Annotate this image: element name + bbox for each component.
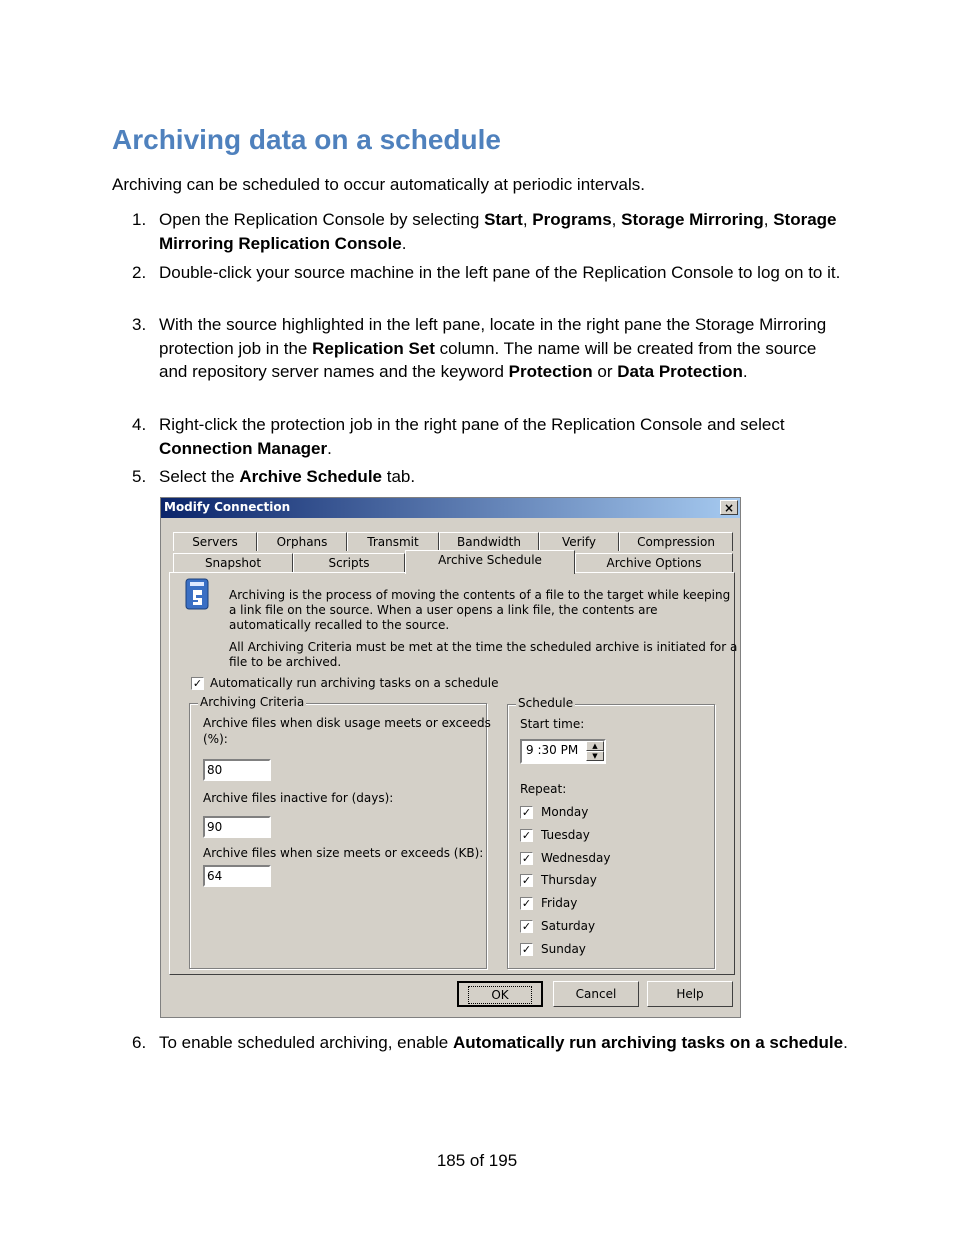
step-text-run: , bbox=[522, 210, 533, 229]
step-bold-term: Data Protection bbox=[617, 362, 743, 381]
step-bold-term: Connection Manager bbox=[159, 438, 328, 458]
tuesday-label: Tuesday bbox=[541, 828, 590, 842]
step-text-run: column. The name will be created from the source and repository server names and the keyword bbox=[159, 338, 817, 381]
friday-checkbox[interactable]: ✓ bbox=[521, 897, 532, 910]
step-bold-term: Storage Mirroring Replication Console bbox=[159, 210, 837, 253]
tab-servers[interactable]: Servers bbox=[173, 532, 257, 551]
saturday-label: Saturday bbox=[541, 919, 596, 933]
step-text-run: tab. bbox=[382, 467, 416, 486]
step-text-run: Double-click your source machine in the left pane of the Replication Console to log on to it. bbox=[159, 263, 841, 282]
info-text-2: All Archiving Criteria must be met at the time the scheduled archive is initiated for a file to be archived. bbox=[229, 640, 738, 669]
step-text-run: . bbox=[327, 438, 332, 458]
step-bold-term: Replication Set bbox=[312, 338, 435, 358]
step-text-run: . bbox=[401, 233, 407, 253]
page-number: 185 of 195 bbox=[436, 1151, 518, 1170]
thursday-label: Thursday bbox=[541, 873, 597, 887]
step-bold-term: Start bbox=[484, 210, 523, 229]
tuesday-checkbox[interactable]: ✓ bbox=[521, 829, 532, 842]
step-text bbox=[159, 465, 849, 489]
friday-label: Friday bbox=[541, 896, 578, 910]
start-time-label: Start time: bbox=[520, 717, 585, 731]
tab-orphans[interactable]: Orphans bbox=[257, 532, 347, 551]
close-button[interactable]: × bbox=[720, 500, 738, 515]
disk-usage-label: Archive files when disk usage meets or exceeds bbox=[203, 716, 491, 730]
tab-bandwidth[interactable]: Bandwidth bbox=[439, 532, 539, 551]
thursday-checkbox[interactable]: ✓ bbox=[521, 874, 532, 887]
monday-label: Monday bbox=[541, 805, 589, 819]
cancel-button[interactable]: Cancel bbox=[553, 981, 639, 1007]
spin-down-icon[interactable]: ▼ bbox=[586, 751, 604, 761]
tab-compression[interactable]: Compression bbox=[619, 532, 733, 551]
auto-run-label: Automatically run archiving tasks on a schedule bbox=[210, 676, 499, 690]
tab-transmit[interactable]: Transmit bbox=[347, 532, 439, 551]
page-heading: Archiving data on a schedule bbox=[112, 124, 501, 155]
start-time-value: 9 :30 PM bbox=[526, 743, 579, 757]
ok-button[interactable]: OK bbox=[457, 981, 543, 1007]
repeat-label: Repeat: bbox=[520, 782, 567, 796]
file-size-input[interactable]: 64 bbox=[203, 865, 271, 887]
tab-archive-options[interactable]: Archive Options bbox=[575, 553, 733, 572]
step-text bbox=[159, 413, 849, 460]
saturday-checkbox[interactable]: ✓ bbox=[521, 920, 532, 933]
tab-scripts[interactable]: Scripts bbox=[293, 553, 405, 572]
step-text-run: Select the bbox=[159, 467, 240, 486]
tab-archive-schedule[interactable]: Archive Schedule bbox=[405, 550, 575, 574]
step-bold-term: Protection bbox=[508, 362, 593, 381]
step-text-run: Right-click the protection job in the right pane of the Replication Console and select bbox=[159, 415, 785, 434]
help-button[interactable]: Help bbox=[647, 981, 733, 1007]
step-bold-term: Automatically run archiving tasks on a schedule bbox=[452, 1033, 844, 1052]
disk-usage-unit: (%): bbox=[203, 732, 228, 746]
step-bold-term: Archive Schedule bbox=[239, 467, 382, 486]
step-text bbox=[159, 313, 849, 384]
tab-snapshot[interactable]: Snapshot bbox=[173, 553, 293, 572]
step-text bbox=[159, 208, 849, 255]
modify-connection-dialog bbox=[160, 497, 741, 1018]
sunday-checkbox[interactable]: ✓ bbox=[521, 943, 532, 956]
step-bold-term: Programs bbox=[532, 210, 612, 229]
step-text-run: With the source highlighted in the left pane, locate in the right pane the Storage Mirroring protection job in the bbox=[159, 315, 827, 358]
step-text-run: Open the Replication Console by selecting bbox=[159, 210, 485, 229]
sunday-label: Sunday bbox=[541, 942, 586, 956]
start-time-spinner[interactable] bbox=[520, 739, 606, 764]
monday-checkbox[interactable]: ✓ bbox=[521, 806, 532, 819]
step-bold-term: Storage Mirroring bbox=[621, 210, 764, 229]
inactive-days-input[interactable]: 90 bbox=[203, 816, 271, 838]
step-text bbox=[159, 1031, 849, 1055]
auto-run-checkbox[interactable]: ✓ bbox=[192, 677, 203, 690]
disk-usage-input[interactable]: 80 bbox=[203, 759, 271, 781]
step-text-run: , bbox=[611, 210, 622, 229]
info-icon bbox=[185, 578, 211, 612]
step-text bbox=[159, 261, 849, 285]
file-size-label: Archive files when size meets or exceeds (KB): bbox=[203, 846, 484, 860]
wednesday-checkbox[interactable]: ✓ bbox=[521, 852, 532, 865]
intro-paragraph: Archiving can be scheduled to occur automatically at periodic intervals. bbox=[112, 175, 645, 194]
step-text-run: . bbox=[843, 1033, 848, 1052]
archiving-criteria-title: Archiving Criteria bbox=[200, 695, 305, 709]
info-text-1: Archiving is the process of moving the contents of a file to the target while keeping a link file on the source. When a user opens a link file, the contents are automatically recalled to the source. bbox=[229, 588, 731, 632]
inactive-days-label: Archive files inactive for (days): bbox=[203, 791, 394, 805]
spin-up-icon[interactable]: ▲ bbox=[586, 741, 604, 751]
wednesday-label: Wednesday bbox=[541, 851, 611, 865]
tab-verify[interactable]: Verify bbox=[539, 532, 619, 551]
step-text-run: . bbox=[742, 362, 748, 381]
dialog-titlebar bbox=[161, 498, 740, 518]
step-text-run: , bbox=[763, 210, 774, 229]
schedule-title: Schedule bbox=[518, 696, 574, 710]
dialog-title: Modify Connection bbox=[164, 500, 291, 514]
step-text-run: To enable scheduled archiving, enable bbox=[159, 1033, 453, 1052]
step-text-run: or bbox=[592, 362, 618, 381]
